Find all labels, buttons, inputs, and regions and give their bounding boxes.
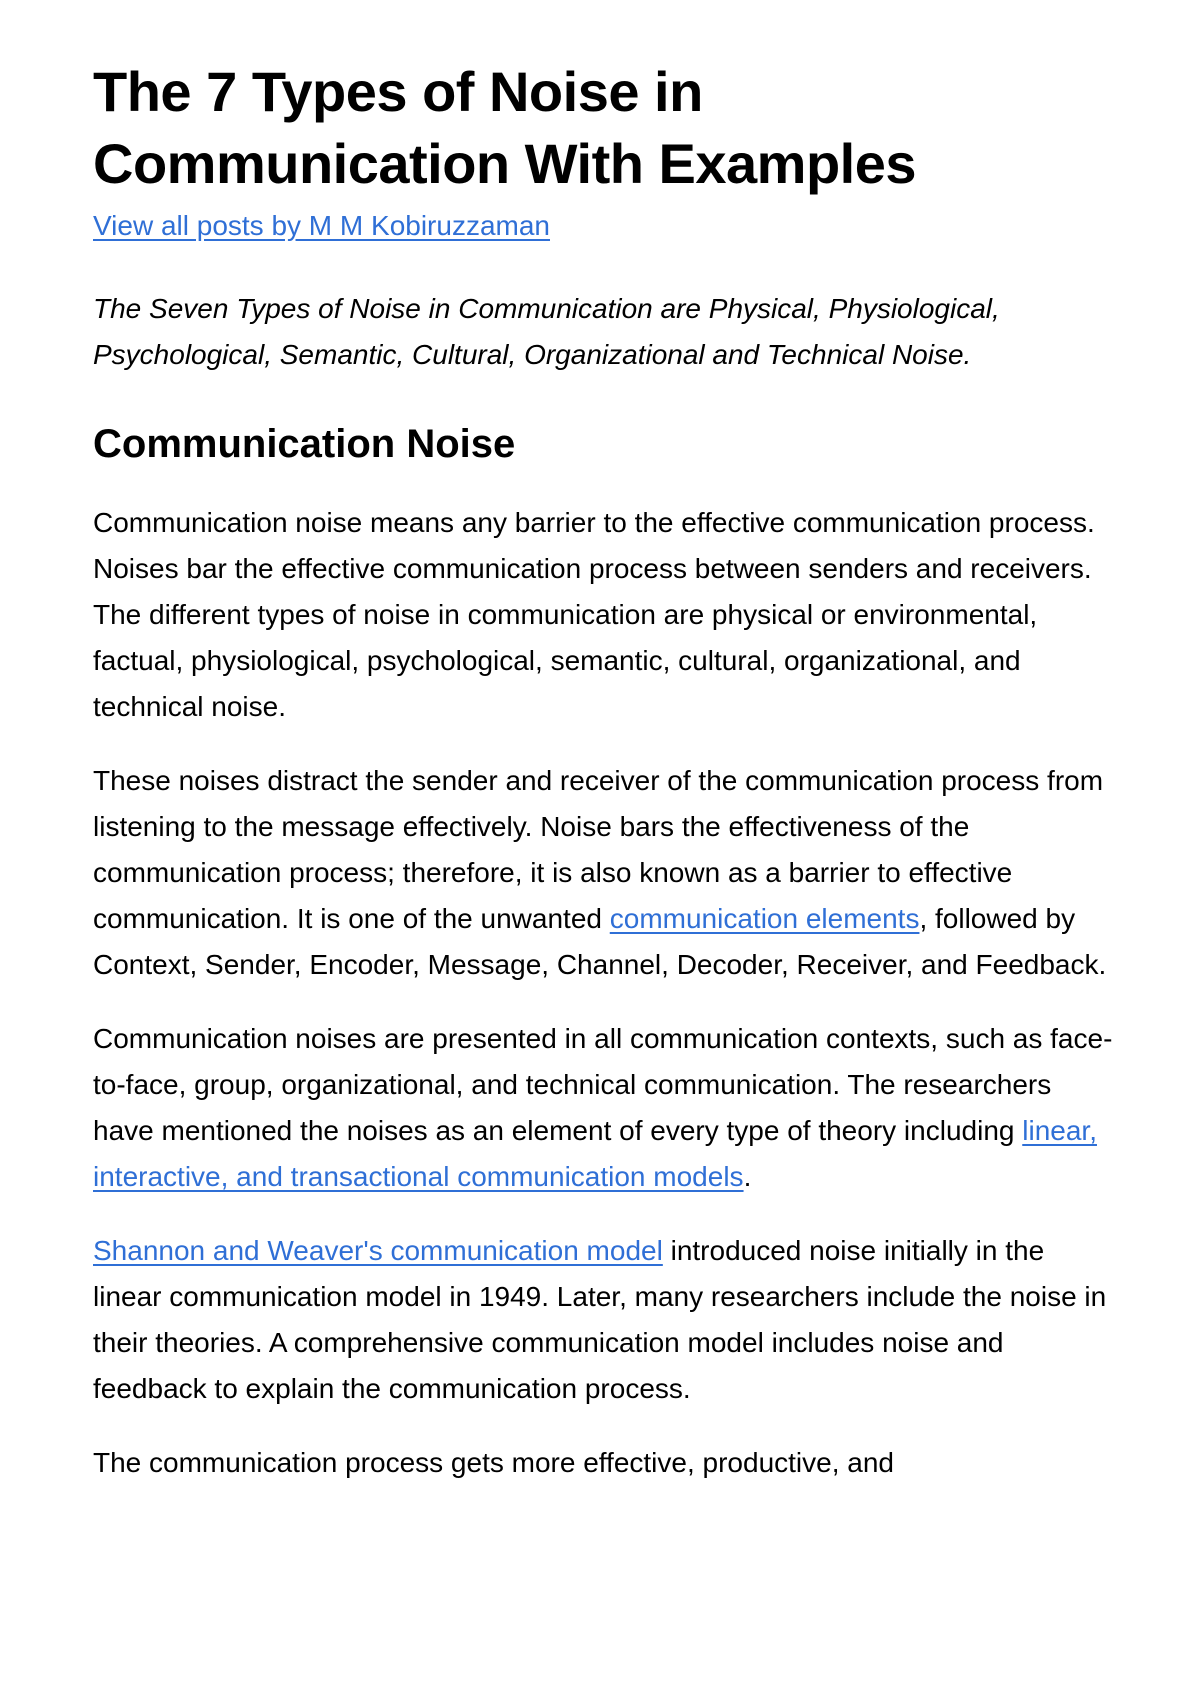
paragraph-definition: Communication noise means any barrier to the effective communication process. Noises bar the effective communication process between senders and receivers. The different types of noise in communication are physical or environmental, factual, physiological, psychological, semantic, cultural, organizational, and technical noise. (93, 507, 1095, 722)
section-heading: Communication Noise (93, 422, 516, 466)
paragraph-text: introduced noise initially in the linear communication model in 1949. Later, many researchers include the noise in their theories. A comprehensive communication model includes noise and feedback to explain the communication process. (93, 1235, 1107, 1404)
communication-elements-link[interactable]: communication elements (609, 903, 920, 934)
paragraph-effective-process: The communication process gets more effective, productive, and (93, 1447, 894, 1478)
paragraph-text: , followed by Context, Sender, Encoder, Message, Channel, Decoder, Receiver, and Feedback. (93, 903, 1107, 980)
communication-models-link[interactable]: linear, interactive, and transactional communication models (93, 1115, 1097, 1192)
paragraph-distraction (93, 758, 1113, 988)
article-lede: The Seven Types of Noise in Communication are Physical, Physiological, Psychological, Semantic, Cultural, Organizational and Technical Noise. (93, 293, 1000, 370)
paragraph-text: Communication noises are presented in all communication contexts, such as face-to-face, group, organizational, and technical communication. The researchers have mentioned the noises as an element of every type of theory including (93, 1023, 1113, 1146)
title-line-2: Communication With Examples (93, 132, 916, 195)
paragraph-contexts (93, 1016, 1113, 1200)
author-link[interactable]: View all posts by M M Kobiruzzaman (93, 210, 550, 241)
shannon-weaver-link[interactable]: Shannon and Weaver's communication model (93, 1235, 663, 1266)
paragraph-shannon-weaver (93, 1228, 1113, 1412)
title-line-1: The 7 Types of Noise in (93, 60, 703, 123)
article (93, 56, 1113, 1514)
paragraph-text: . (743, 1161, 752, 1192)
page-title (93, 56, 1113, 200)
paragraph-text: These noises distract the sender and receiver of the communication process from listening to the message effectively. Noise bars the effectiveness of the communication process; therefore, it is also known as a barrier to effective communication. It is one of the unwanted (93, 765, 1104, 934)
